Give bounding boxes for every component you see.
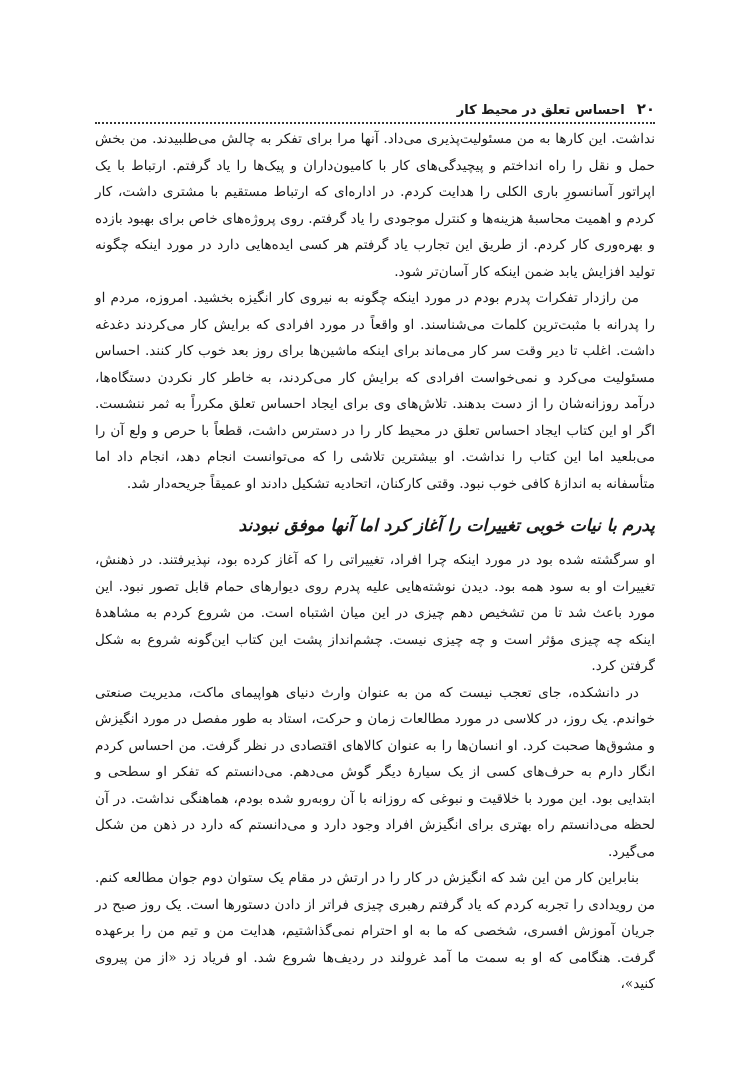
paragraph: بنابراین کار من این شد که انگیزش در کار را در ارتش در مقام یک ستوان دوم جوان مطالعه کنم. من رویدادی را تجربه کردم که یاد گرفتم رهبری چیزی فراتر از دادن دستورها است. یک روز صبح در جریان آموزش افسری، شخصی که ما به او احترام نمی‌گذاشتیم، هدایت من و تیم من را برعهده گرفت. هنگامی که او به سمت ما آمد غرولند در ردیف‌ها شروع شد. او فریاد زد «از من پیروی کنید»، bbox=[95, 870, 655, 992]
section-heading: پدرم با نیات خوبی تغییرات را آغاز کرد اما آنها موفق نبودند bbox=[238, 516, 655, 536]
body-text bbox=[95, 126, 655, 998]
paragraph: او سرگشته شده بود در مورد اینکه چرا افراد، تغییراتی را که آغاز کرده بود، نپذیرفتند. در ذهنش، تغییرات او به سود همه بود. دیدن نوشته‌هایی علیه پدرم روی دیوارهای حمام قابل تصور نبود. این مورد باعث شد تا من تشخیص دهم چیزی در این میان اشتباه است. من شروع کردم به مشاهدهٔ اینکه چه چیزی مؤثر است و چه چیزی نیست. چشم‌انداز پشت این کتاب این‌گونه شروع به شکل گرفتن کرد. bbox=[95, 552, 655, 674]
page-header bbox=[95, 92, 655, 124]
paragraph: در دانشکده، جای تعجب نیست که من به عنوان وارث دنیای هواپیمای ماکت، مدیریت صنعتی خواندم. یک روز، در کلاسی در مورد مطالعات زمان و حرکت، استاد به طور مفصل در مورد انگیزش و مشوق‌ها صحبت کرد. او انسان‌ها را به عنوان کالاهای اقتصادی در نظر گرفت. من احساس کردم انگار دارم به حرف‌های کسی از یک سیارهٔ دیگر گوش می‌دهم. می‌دانستم که تفکر او سطحی و ابتدایی بود. این مورد با خلاقیت و نبوغی که روزانه با آن روبه‌رو شده بودم، هماهنگی نداشت. در آن لحظه می‌دانستم راه بهتری برای انگیزش افراد وجود دارد و می‌دانستم که دارد در ذهن من شکل می‌گیرد. bbox=[95, 684, 655, 860]
paragraph: نداشت. این کارها به من مسئولیت‌پذیری می‌داد. آنها مرا برای تفکر به چالش می‌طلبیدند. من بخش حمل و نقل را راه انداختم و پیچیدگی‌های کار با کامیون‌داران و پیک‌ها را یاد گرفتم. ارتباط با یک اپراتور آسانسورِ باری الکلی را هدایت کردم. در اداره‌ای که ارتباط مستقیم با مشتری داشت، کار کردم و اهمیت محاسبهٔ هزینه‌ها و کنترل موجودی را یاد گرفتم. روی پروژه‌های خاص برای بهبود بازده و بهره‌وری کار کردم. از طریق این تجارب یاد گرفتم هر کسی ایده‌هایی دارد در مورد اینکه چگونه تولید افزایش یابد ضمن اینکه کار آسان‌تر شود. bbox=[95, 131, 655, 280]
page-number: ۲۰ bbox=[636, 100, 655, 118]
paragraph: من رازدار تفکرات پدرم بودم در مورد اینکه چگونه به نیروی کار انگیزه بخشید. امروزه، مردم او را پدرانه با مثبت‌ترین کلمات می‌شناسند. او واقعاً در مورد افرادی که برایش کار می‌کردند دغدغه داشت. اغلب تا دیر وقت سر کار می‌ماند برای اینکه ماشین‌ها برای روز بعد خوب کار کنند. احساس مسئولیت می‌کرد و نمی‌خواست افرادی که برایش کار می‌کردند، به خاطر کار نکردن دستگاه‌ها، درآمد روزانه‌شان را از دست بدهند. تلاش‌های وی برای ایجاد احساس تعلق مکرراً به ثمر ننشست. اگر او این کتاب ایجاد احساس تعلق در محیط کار را در دسترس داشت، قطعاً با حرص و ولع آن را می‌بلعید اما این کتاب را نداشت. او بیشترین تلاشی را که می‌توانست انجام دهد، انجام داد اما متأسفانه به اندازهٔ کافی خوب نبود. وقتی کارکنان، اتحادیه تشکیل دادند او عمیقاً جریحه‌دار شد. bbox=[95, 290, 655, 492]
running-title: احساس تعلق در محیط کار bbox=[456, 103, 625, 118]
